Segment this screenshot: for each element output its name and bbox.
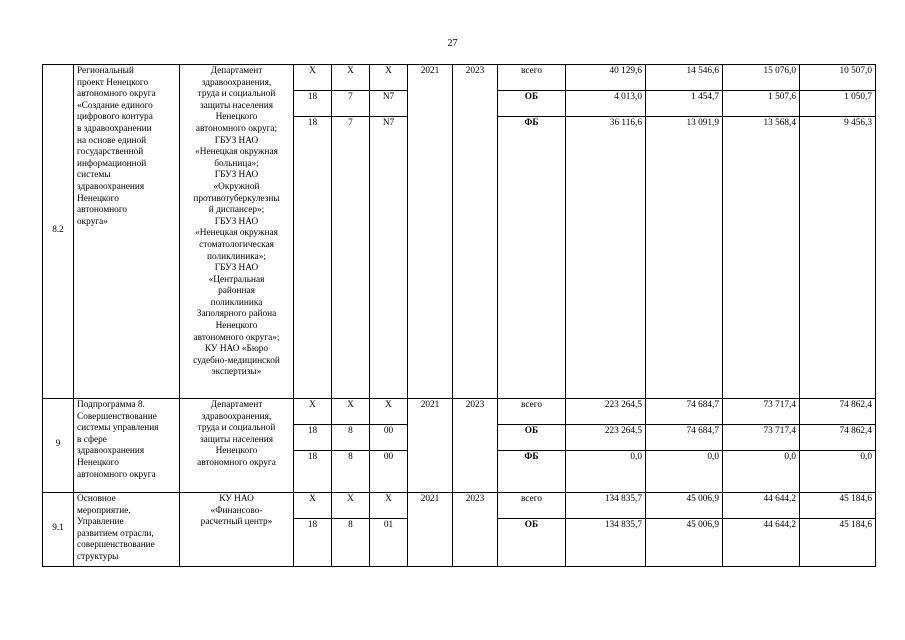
funding-source: ФБ <box>498 117 566 399</box>
table-body <box>43 65 876 567</box>
funding-source: ОБ <box>498 425 566 451</box>
year1-value: 45 006,9 <box>646 493 723 519</box>
code-cell: 8 <box>332 425 370 451</box>
total-value: 4 013,0 <box>566 91 646 117</box>
funding-source: всего <box>498 493 566 519</box>
year3-value: 0,0 <box>800 451 876 493</box>
year2-value: 44 644,2 <box>723 493 800 519</box>
table-row <box>43 493 876 519</box>
year2-value: 73 717,4 <box>723 425 800 451</box>
code-cell: 00 <box>370 425 408 451</box>
year1-value: 45 006,9 <box>646 519 723 567</box>
funding-source: ОБ <box>498 91 566 117</box>
table-row <box>43 65 876 91</box>
total-value: 223 264,5 <box>566 399 646 425</box>
code-cell: 18 <box>294 519 332 567</box>
year2-value: 13 568,4 <box>723 117 800 399</box>
year1-value: 1 454,7 <box>646 91 723 117</box>
code-cell: N7 <box>370 91 408 117</box>
end-year: 2023 <box>453 493 498 567</box>
year3-value: 74 862,4 <box>800 425 876 451</box>
code-cell: 18 <box>294 425 332 451</box>
year3-value: 9 456,3 <box>800 117 876 399</box>
code-cell: 00 <box>370 451 408 493</box>
year2-value: 1 507,6 <box>723 91 800 117</box>
year3-value: 74 862,4 <box>800 399 876 425</box>
start-year: 2021 <box>408 65 453 399</box>
year2-value: 0,0 <box>723 451 800 493</box>
year1-value: 74 684,7 <box>646 399 723 425</box>
end-year: 2023 <box>453 65 498 399</box>
item-number: 8.2 <box>43 65 74 399</box>
code-cell: 18 <box>294 91 332 117</box>
code-cell: 8 <box>332 519 370 567</box>
end-year: 2023 <box>453 399 498 493</box>
code-cell: Х <box>370 493 408 519</box>
year2-value: 44 644,2 <box>723 519 800 567</box>
code-cell: Х <box>294 65 332 91</box>
year3-value: 45 184,6 <box>800 493 876 519</box>
funding-source: всего <box>498 65 566 91</box>
year1-value: 0,0 <box>646 451 723 493</box>
total-value: 223 264,5 <box>566 425 646 451</box>
code-cell: Х <box>294 493 332 519</box>
code-cell: Х <box>332 399 370 425</box>
total-value: 40 129,6 <box>566 65 646 91</box>
item-executor: Департамент здравоохранения, труда и социальной защиты населения Ненецкого автономного округа; ГБУЗ НАО «Ненецкая окружная больница»; ГБУЗ НАО «Окружной противотуберкулезны й диспансер»; ГБУЗ НАО «Ненецкая окружная стоматологическая поликлиника»; ГБУЗ НАО «Центральная районная поликлиника Заполярного района Ненецкого автономного округа»; КУ НАО «Бюро судебно-медицинской экспертизы» <box>180 65 294 399</box>
item-number: 9 <box>43 399 74 493</box>
start-year: 2021 <box>408 493 453 567</box>
year3-value: 45 184,6 <box>800 519 876 567</box>
code-cell: Х <box>332 65 370 91</box>
item-number: 9.1 <box>43 493 74 567</box>
funding-source: ОБ <box>498 519 566 567</box>
item-name: Подпрограмма 8. Совершенствование системы управления в сфере здравоохранения Ненецкого автономного округа <box>74 399 180 493</box>
total-value: 36 116,6 <box>566 117 646 399</box>
year1-value: 13 091,9 <box>646 117 723 399</box>
code-cell: 18 <box>294 451 332 493</box>
budget-table <box>42 64 876 567</box>
total-value: 0,0 <box>566 451 646 493</box>
code-cell: 01 <box>370 519 408 567</box>
code-cell: Х <box>332 493 370 519</box>
table-row <box>43 399 876 425</box>
code-cell: Х <box>370 65 408 91</box>
year3-value: 10 507,0 <box>800 65 876 91</box>
start-year: 2021 <box>408 399 453 493</box>
item-name: Основное мероприятие. Управление развитием отрасли, совершенствование структуры <box>74 493 180 567</box>
year3-value: 1 050,7 <box>800 91 876 117</box>
code-cell: Х <box>294 399 332 425</box>
code-cell: 8 <box>332 451 370 493</box>
code-cell: 18 <box>294 117 332 399</box>
code-cell: Х <box>370 399 408 425</box>
item-executor: Департамент здравоохранения, труда и социальной защиты населения Ненецкого автономного округа <box>180 399 294 493</box>
total-value: 134 835,7 <box>566 493 646 519</box>
code-cell: N7 <box>370 117 408 399</box>
funding-source: ФБ <box>498 451 566 493</box>
funding-source: всего <box>498 399 566 425</box>
page-number: 27 <box>447 38 458 49</box>
total-value: 134 835,7 <box>566 519 646 567</box>
year1-value: 74 684,7 <box>646 425 723 451</box>
item-executor: КУ НАО «Финансово- расчетный центр» <box>180 493 294 567</box>
item-name: Региональный проект Ненецкого автономного округа «Создание единого цифрового контура в здравоохранении на основе единой государственной информационной системы здравоохранения Ненецкого автономного округа» <box>74 65 180 399</box>
year2-value: 73 717,4 <box>723 399 800 425</box>
code-cell: 7 <box>332 91 370 117</box>
year1-value: 14 546,6 <box>646 65 723 91</box>
code-cell: 7 <box>332 117 370 399</box>
year2-value: 15 076,0 <box>723 65 800 91</box>
